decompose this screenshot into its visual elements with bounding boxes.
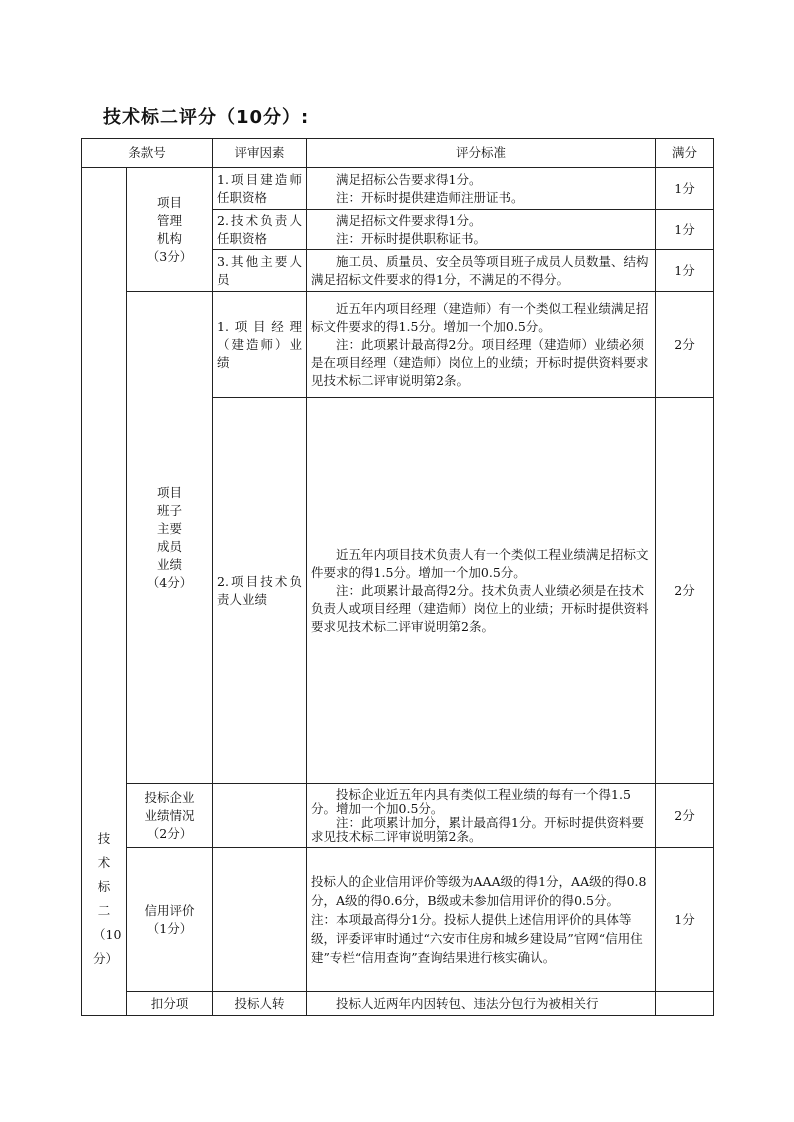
factor-cell: 3.其他主要人员 <box>213 250 307 292</box>
category-deduct: 扣分项 <box>127 992 213 1016</box>
table-row <box>82 168 714 210</box>
table-row <box>82 992 714 1016</box>
factor-cell <box>213 784 307 848</box>
factor-cell: 1.项目建造师任职资格 <box>213 168 307 210</box>
standard-cell: 满足招标公告要求得1分。 注：开标时提供建造师注册证书。 <box>307 168 656 210</box>
table-row <box>82 784 714 848</box>
factor-cell: 2.项目技术负责人业绩 <box>213 398 307 784</box>
category-team: 项目 班子 主要 成员 业绩 （4分） <box>127 292 213 784</box>
standard-cell: 近五年内项目经理（建造师）有一个类似工程业绩满足招标文件要求的得1.5分。增加一个加0.5分。 注：此项累计最高得2分。项目经理（建造师）业绩必须是在项目经理（建造师）岗位上的业绩；开标时提供资料要求见技术标二评审说明第2条。 <box>307 292 656 398</box>
standard-cell: 投标人近两年内因转包、违法分包行为被相关行 <box>307 992 656 1016</box>
standard-cell: 施工员、质量员、安全员等项目班子成员人员数量、结构满足招标文件要求的得1分，不满足的不得分。 <box>307 250 656 292</box>
standard-cell: 近五年内项目技术负责人有一个类似工程业绩满足招标文件要求的得1.5分。增加一个加0.5分。 注：此项累计最高得2分。技术负责人业绩必须是在技术负责人或项目经理（建造师）岗位上的业绩；开标时提供资料要求见技术标二评审说明第2条。 <box>307 398 656 784</box>
header-full: 满分 <box>656 139 714 168</box>
header-standard: 评分标准 <box>307 139 656 168</box>
factor-cell: 投标人转 <box>213 992 307 1016</box>
standard-cell: 投标企业近五年内具有类似工程业绩的每有一个得1.5分。增加一个加0.5分。 注：此项累计加分，累计最高得1分。开标时提供资料要求见技术标二评审说明第2条。 <box>307 784 656 848</box>
factor-cell: 2.技术负责人任职资格 <box>213 210 307 250</box>
category-enterprise: 投标企业 业绩情况 （2分） <box>127 784 213 848</box>
table-row <box>82 292 714 398</box>
points-cell: 2分 <box>656 292 714 398</box>
header-factor: 评审因素 <box>213 139 307 168</box>
category-credit: 信用评价 （1分） <box>127 848 213 992</box>
points-cell: 1分 <box>656 848 714 992</box>
points-cell: 1分 <box>656 250 714 292</box>
factor-cell: 1.项目经理（建造师）业绩 <box>213 292 307 398</box>
scoring-table <box>81 138 714 1016</box>
table-header-row <box>82 139 714 168</box>
points-cell: 1分 <box>656 168 714 210</box>
points-cell <box>656 992 714 1016</box>
points-cell: 2分 <box>656 784 714 848</box>
outer-category-label: 技 术 标 二 （10 分） <box>93 830 122 966</box>
page-title: 技术标二评分（10分）: <box>103 107 310 128</box>
standard-cell: 满足招标文件要求得1分。 注：开标时提供职称证书。 <box>307 210 656 250</box>
points-cell: 2分 <box>656 398 714 784</box>
table-row <box>82 848 714 992</box>
standard-cell: 投标人的企业信用评价等级为AAA级的得1分，AA级的得0.8分，A级的得0.6分，B级或未参加信用评价的得0.5分。 注：本项最高得分1分。投标人提供上述信用评价的具体等级，评委评审时通过“六安市住房和城乡建设局”官网“信用住建”专栏“信用查询”查询结果进行核实确认。 <box>307 848 656 992</box>
points-cell: 1分 <box>656 210 714 250</box>
outer-category-cell <box>82 168 127 1016</box>
category-mgmt: 项目 管理 机构 （3分） <box>127 168 213 292</box>
header-clause: 条款号 <box>82 139 213 168</box>
factor-cell <box>213 848 307 992</box>
